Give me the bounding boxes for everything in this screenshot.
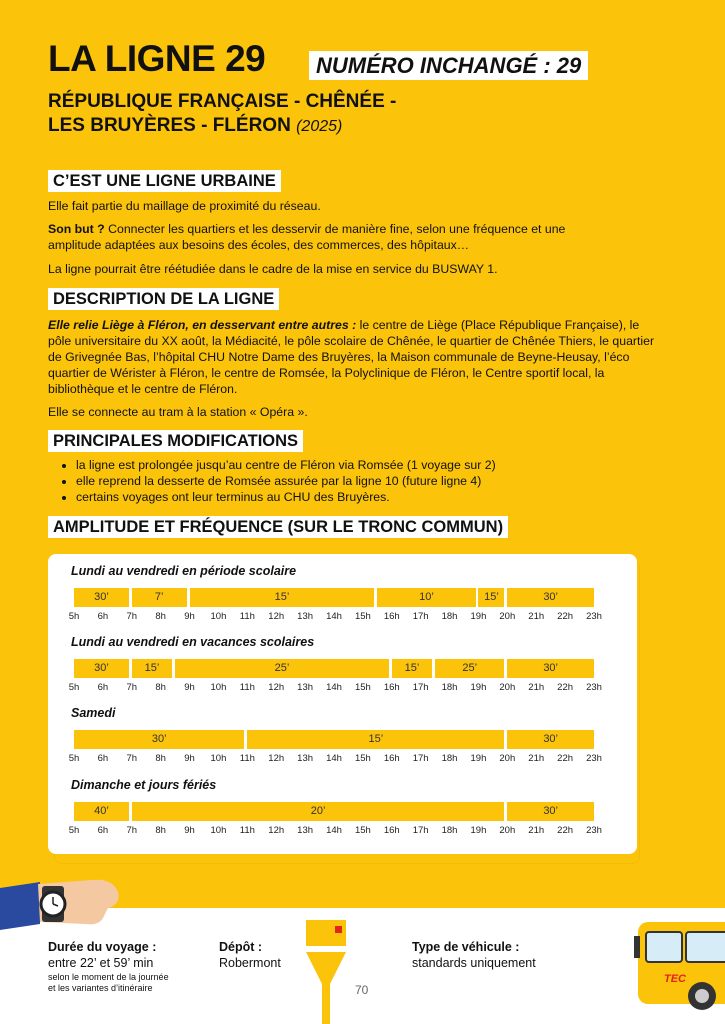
frequency-segment: 30’ — [507, 802, 594, 821]
hour-tick-label: 11h — [239, 682, 255, 693]
frequency-segment: 30’ — [507, 659, 594, 678]
hour-tick-label: 20h — [499, 682, 516, 693]
hour-axis — [48, 611, 637, 623]
hour-tick-label: 18h — [441, 611, 458, 622]
hour-tick-label: 9h — [184, 753, 195, 764]
wristwatch-icon — [0, 868, 125, 938]
hour-tick-label: 15h — [354, 682, 371, 693]
hour-tick-label: 12h — [268, 825, 285, 836]
hour-tick-label: 13h — [297, 825, 314, 836]
hour-tick-label: 16h — [383, 611, 400, 622]
hour-tick-label: 12h — [268, 611, 285, 622]
frequency-segment: 20’ — [132, 802, 505, 821]
description-lead: Elle relie Liège à Fléron, en desservant entre autres : — [48, 318, 357, 332]
page-number: 70 — [355, 983, 369, 997]
hour-tick-label: 13h — [297, 753, 314, 764]
frequency-segment: 30’ — [507, 588, 594, 607]
list-item: • certains voyages ont leur terminus au CHU des Bruyères. — [76, 489, 496, 505]
duration-block — [48, 940, 169, 994]
hour-tick-label: 9h — [184, 825, 195, 836]
hour-tick-label: 5h — [68, 682, 80, 693]
hour-tick-label: 20h — [499, 825, 516, 836]
route-line-1: RÉPUBLIQUE FRANÇAISE - CHÊNÉE - — [48, 91, 397, 112]
hour-tick-label: 7h — [126, 753, 138, 764]
hour-tick-label: 8h — [155, 682, 166, 693]
schedule-title: Lundi au vendredi en période scolaire — [71, 564, 297, 578]
hour-tick-label: 20h — [499, 753, 516, 764]
duration-note-2: et les variantes d’itinéraire — [48, 983, 153, 993]
hour-tick-label: 7h — [126, 682, 138, 693]
modifications-list — [60, 457, 496, 505]
frequency-segment: 30’ — [74, 588, 129, 607]
hour-tick-label: 10h — [210, 682, 227, 693]
hour-tick-label: 23h — [586, 682, 602, 693]
hour-tick-label: 14h — [326, 825, 342, 836]
section-heading-urbaine: C’EST UNE LIGNE URBAINE — [48, 170, 281, 192]
depot-value: Robermont — [219, 956, 281, 970]
section-heading-description: DESCRIPTION DE LA LIGNE — [48, 288, 279, 310]
hour-tick-label: 21h — [528, 682, 545, 693]
hour-tick-label: 15h — [354, 825, 371, 836]
frequency-bar — [48, 588, 637, 607]
page-title: LA LIGNE 29 — [48, 38, 266, 79]
vehicle-label: Type de véhicule : — [412, 940, 520, 954]
line-number-badge: NUMÉRO INCHANGÉ : 29 — [309, 51, 588, 80]
hour-tick-label: 12h — [268, 753, 285, 764]
route-year: (2025) — [296, 118, 343, 135]
hour-tick-label: 6h — [97, 611, 109, 622]
hour-tick-label: 16h — [383, 682, 400, 693]
hour-tick-label: 22h — [557, 753, 574, 764]
hour-tick-label: 9h — [184, 611, 195, 622]
hour-tick-label: 5h — [68, 611, 80, 622]
hour-axis — [48, 825, 637, 837]
hour-tick-label: 21h — [528, 825, 545, 836]
hour-tick-label: 14h — [326, 682, 342, 693]
hour-tick-label: 14h — [326, 753, 342, 764]
urbaine-paragraph-3: La ligne pourrait être réétudiée dans le cadre de la mise en service du BUSWAY 1. — [48, 262, 498, 276]
hour-tick-label: 19h — [470, 825, 487, 836]
hour-tick-label: 14h — [326, 611, 342, 622]
schedule-title: Lundi au vendredi en vacances scolaires — [71, 635, 315, 649]
hour-tick-label: 8h — [155, 753, 166, 764]
hour-tick-label: 23h — [586, 611, 602, 622]
frequency-bar — [48, 802, 637, 821]
frequency-segment: 30’ — [74, 730, 244, 749]
hour-tick-label: 6h — [97, 825, 109, 836]
hour-tick-label: 10h — [210, 825, 227, 836]
hour-tick-label: 18h — [441, 682, 458, 693]
urbaine-paragraph-2 — [48, 221, 593, 253]
frequency-segment: 40’ — [74, 802, 129, 821]
hour-tick-label: 5h — [68, 825, 80, 836]
schedule-card — [48, 554, 637, 854]
hour-tick-label: 7h — [126, 611, 138, 622]
schedule-title: Dimanche et jours fériés — [71, 778, 217, 792]
list-item: • elle reprend la desserte de Romsée assurée par la ligne 10 (future ligne 4) — [76, 473, 496, 489]
hour-tick-label: 21h — [528, 753, 545, 764]
list-item: • la ligne est prolongée jusqu’au centre de Fléron via Romsée (1 voyage sur 2) — [76, 457, 496, 473]
hour-tick-label: 15h — [354, 753, 371, 764]
bus-icon — [632, 918, 725, 1014]
vehicle-value: standards uniquement — [412, 956, 536, 970]
frequency-bar — [48, 659, 637, 678]
hour-tick-label: 21h — [528, 611, 545, 622]
hour-tick-label: 13h — [297, 611, 314, 622]
hour-tick-label: 6h — [97, 753, 109, 764]
frequency-segment: 15’ — [190, 588, 375, 607]
frequency-segment: 7’ — [132, 588, 187, 607]
urbaine-paragraph-2-lead: Son but ? — [48, 222, 105, 236]
hour-tick-label: 6h — [97, 682, 109, 693]
frequency-segment: 30’ — [74, 659, 129, 678]
frequency-segment: 30’ — [507, 730, 594, 749]
hour-tick-label: 16h — [383, 753, 400, 764]
duration-label: Durée du voyage : — [48, 940, 157, 954]
hour-tick-label: 23h — [586, 753, 602, 764]
frequency-bar — [48, 730, 637, 749]
hour-tick-label: 11h — [239, 611, 255, 622]
hour-tick-label: 13h — [297, 682, 314, 693]
frequency-segment: 15’ — [478, 588, 504, 607]
description-tram: Elle se connecte au tram à la station « Opéra ». — [48, 405, 308, 419]
hour-tick-label: 17h — [412, 753, 429, 764]
description-body: le centre de Liège (Place République Française), le pôle universitaire du XX août, la Médiacité, le pôle scolaire de Chênée, le quartier de Chênée Thiers, le quartier de Grivegnée Bas, l’hôpital CHU Notre Dame des Bruyères, la Maison communale de Beyne-Heusay, l’éco quartier de Wérister à Fléron, le centre de Romsée, la Polyclinique de Fléron, le Centre sportif local, la bibliothèque et le centre de Fléron. — [48, 318, 655, 396]
hour-tick-label: 8h — [155, 825, 166, 836]
hour-tick-label: 19h — [470, 682, 487, 693]
duration-value: entre 22’ et 59’ min — [48, 956, 154, 970]
route-line-2: LES BRUYÈRES - FLÉRON — [48, 115, 291, 136]
hour-tick-label: 18h — [441, 753, 458, 764]
schedule-title: Samedi — [71, 706, 116, 720]
route-title — [48, 90, 396, 139]
frequency-segment: 25’ — [435, 659, 504, 678]
hour-tick-label: 22h — [557, 825, 574, 836]
frequency-segment: 15’ — [247, 730, 504, 749]
urbaine-paragraph-2-body: Connecter les quartiers et les desservir de manière fine, selon une fréquence et une amplitude adaptées aux besoins des écoles, des commerces, des hôpitaux… — [48, 222, 566, 252]
hour-tick-label: 8h — [155, 611, 166, 622]
hour-tick-label: 16h — [383, 825, 400, 836]
vehicle-block — [412, 940, 536, 970]
hour-tick-label: 22h — [557, 611, 574, 622]
duration-note-1: selon le moment de la journée — [48, 972, 169, 982]
urbaine-paragraph-1: Elle fait partie du maillage de proximité du réseau. — [48, 199, 321, 213]
hour-tick-label: 17h — [412, 682, 429, 693]
frequency-segment: 10’ — [377, 588, 475, 607]
frequency-segment: 15’ — [392, 659, 432, 678]
hour-tick-label: 10h — [210, 753, 227, 764]
frequency-segment: 25’ — [175, 659, 389, 678]
hour-tick-label: 11h — [239, 753, 255, 764]
hour-tick-label: 9h — [184, 682, 195, 693]
section-heading-amplitude: AMPLITUDE ET FRÉQUENCE (SUR LE TRONC COMMUN) — [48, 516, 508, 538]
hour-axis — [48, 753, 637, 765]
hour-tick-label: 19h — [470, 611, 487, 622]
description-paragraph — [48, 317, 663, 397]
hour-tick-label: 15h — [354, 611, 371, 622]
hour-tick-label: 10h — [210, 611, 227, 622]
depot-block — [219, 940, 281, 970]
hour-tick-label: 12h — [268, 682, 285, 693]
hour-tick-label: 5h — [68, 753, 80, 764]
hour-tick-label: 17h — [412, 825, 429, 836]
depot-label: Dépôt : — [219, 940, 263, 954]
bus-logo: TEC — [664, 973, 686, 985]
hour-tick-label: 11h — [239, 825, 255, 836]
hour-tick-label: 17h — [412, 611, 429, 622]
bus-stop-sign-icon — [300, 918, 360, 1024]
hour-tick-label: 22h — [557, 682, 574, 693]
hour-tick-label: 23h — [586, 825, 602, 836]
hour-tick-label: 7h — [126, 825, 138, 836]
section-heading-modifications: PRINCIPALES MODIFICATIONS — [48, 430, 303, 452]
frequency-segment: 15’ — [132, 659, 172, 678]
hour-tick-label: 18h — [441, 825, 458, 836]
hour-axis — [48, 682, 637, 694]
hour-tick-label: 20h — [499, 611, 516, 622]
hour-tick-label: 19h — [470, 753, 487, 764]
